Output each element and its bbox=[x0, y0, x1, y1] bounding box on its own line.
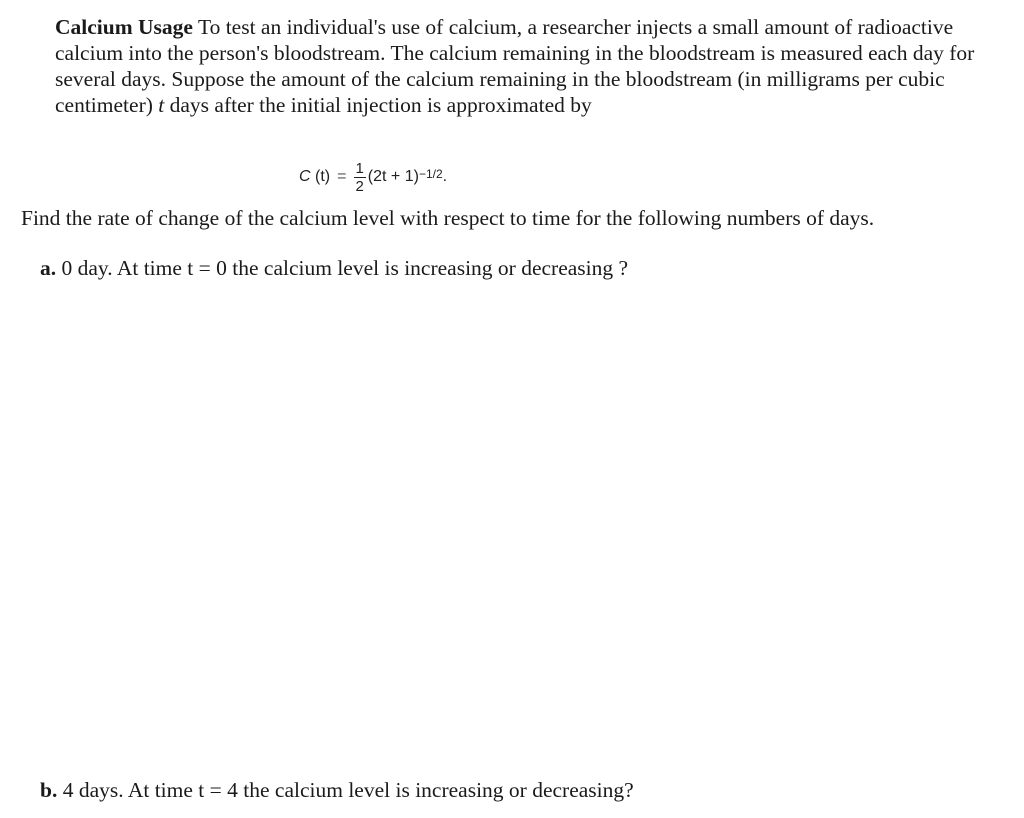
formula-function: C bbox=[299, 168, 311, 185]
part-b-letter: b. bbox=[40, 778, 58, 802]
part-a bbox=[40, 255, 628, 281]
question-text: Find the rate of change of the calcium level with respect to time for the following numbers of days. bbox=[21, 206, 875, 230]
intro-text-1: To test an individual's use of calcium, a researcher injects a small amount of radioactive calcium into the person's bloodstream. The calcium remaining in the bloodstream is measured each day for several days. Suppose the amount of the calcium remaining in the bloodstream (in milligrams per cubic centimeter) bbox=[55, 15, 975, 117]
formula-end: . bbox=[442, 168, 448, 185]
part-a-text: 0 day. At time t = 0 the calcium level is increasing or decreasing ? bbox=[61, 256, 629, 280]
formula-fraction bbox=[353, 161, 365, 194]
problem-intro bbox=[55, 14, 1015, 118]
problem-title: Calcium Usage bbox=[55, 15, 193, 39]
part-b bbox=[40, 777, 634, 803]
part-a-letter: a. bbox=[40, 256, 57, 280]
formula-lhs bbox=[299, 168, 330, 186]
calcium-formula bbox=[299, 152, 447, 202]
formula-base: (2t + 1) bbox=[367, 168, 419, 185]
intro-variable: t bbox=[158, 93, 165, 117]
part-b-text: 4 days. At time t = 4 the calcium level is increasing or decreasing? bbox=[62, 778, 634, 802]
fraction-denominator: 2 bbox=[355, 177, 364, 195]
intro-text-2: days after the initial injection is approximated by bbox=[164, 93, 592, 117]
formula-argument: (t) bbox=[310, 168, 331, 185]
fraction-numerator: 1 bbox=[355, 159, 364, 177]
formula-exponent: −1/2 bbox=[418, 167, 443, 181]
formula-equals: = bbox=[337, 168, 347, 185]
